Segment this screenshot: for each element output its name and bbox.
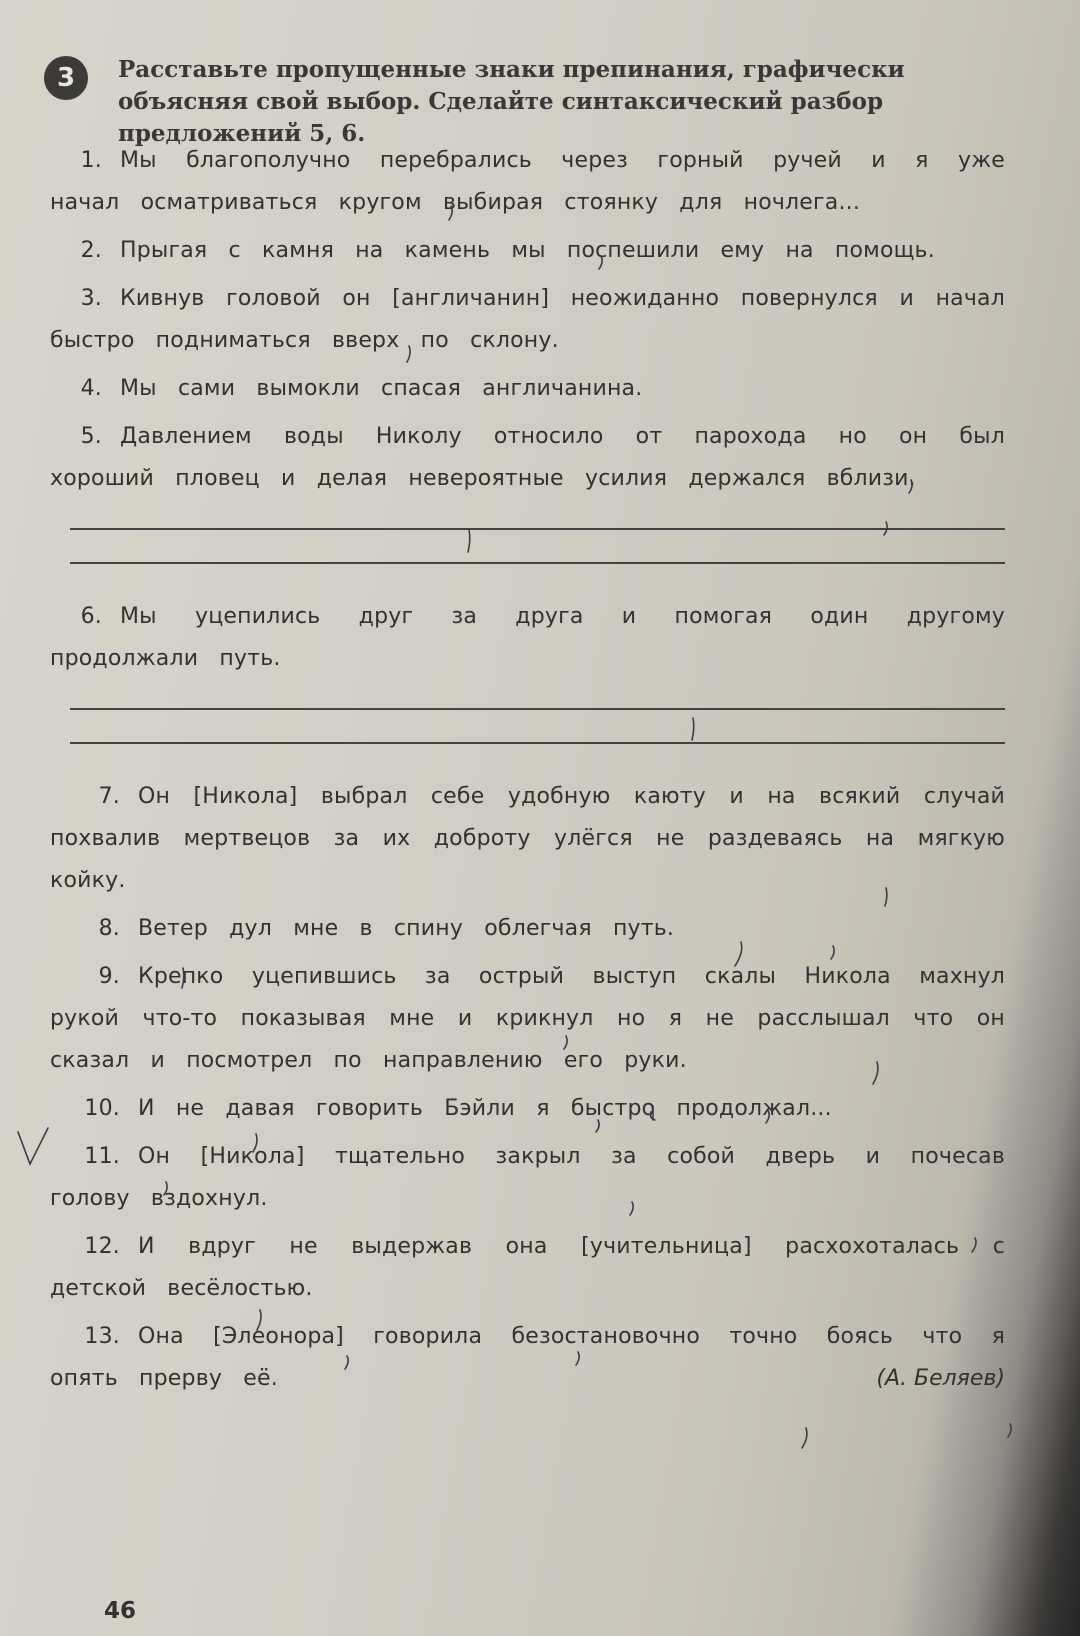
sentence-number: 4. <box>80 376 102 401</box>
sentence-text: Мы сами вымокли спасая англичанина. <box>120 376 643 401</box>
sentence-11 <box>50 1136 1005 1220</box>
sentence-text: Он [Никола] тщательно закрыл за собой дверь и почесав голову вздохнул. <box>50 1144 1005 1211</box>
sentence-text: И вдруг не выдержав она [учительница] расхохоталась с детской весёлостью. <box>50 1234 1005 1301</box>
sentence-5 <box>50 416 1005 500</box>
task-instruction: Расставьте пропущенные знаки препинания, графически объясняя свой выбор. Сделайте синтаксический разбор предложений 5, 6. <box>118 56 905 147</box>
sentence-9 <box>50 956 1005 1082</box>
sentence-1 <box>50 140 1005 224</box>
sentence-number: 9. <box>98 964 120 989</box>
sentence-12 <box>50 1226 1005 1310</box>
sentence-text: Мы уцепились друг за друга и помогая один другому продолжали путь. <box>50 604 1005 671</box>
answer-line[interactable] <box>70 742 1005 744</box>
sentence-number: 12. <box>84 1234 120 1259</box>
sentence-text: Крепко уцепившись за острый выступ скалы Никола махнул рукой что-то показывая мне и крикнул но я не расслышал что он сказал и посмотрел по направлению его руки. <box>50 964 1005 1073</box>
sentence-text: Давлением воды Николу относило от парохода но он был хороший пловец и делая невероятные усилия держался вблизи. <box>50 424 1005 491</box>
sentence-number: 3. <box>80 286 102 311</box>
sentence-number: 7. <box>98 784 120 809</box>
exercise-list <box>50 140 1005 1391</box>
answer-line[interactable] <box>70 562 1005 564</box>
sentence-text: Прыгая с камня на камень мы поспешили ему на помощь. <box>120 238 935 263</box>
sentence-text: Он [Никола] выбрал себе удобную каюту и на всякий случай похвалив мертвецов за их доброту улёгся не раздеваясь на мягкую койку. <box>50 784 1005 893</box>
sentence-7 <box>50 776 1005 902</box>
sentence-number: 11. <box>84 1144 120 1169</box>
sentence-8 <box>50 908 1005 950</box>
pencil-comma-mark <box>802 1428 807 1448</box>
sentence-number: 6. <box>80 604 102 629</box>
page-number: 46 <box>104 1598 137 1624</box>
sentence-4 <box>50 368 1005 410</box>
check-mark-icon <box>14 1124 60 1170</box>
sentence-number: 5. <box>80 424 102 449</box>
sentence-text: И не давая говорить Бэйли я быстро продолжал... <box>138 1096 832 1121</box>
task-number-badge: 3 <box>44 56 88 100</box>
sentence-number: 2. <box>80 238 102 263</box>
sentence-text: Кивнув головой он [англичанин] неожиданно повернулся и начал быстро подниматься вверх по склону. <box>50 286 1005 353</box>
sentence-2 <box>50 230 1005 272</box>
sentence-6 <box>50 596 1005 680</box>
sentence-number: 1. <box>80 148 102 173</box>
answer-line[interactable] <box>70 708 1005 710</box>
answer-line[interactable] <box>70 528 1005 530</box>
sentence-text: Мы благополучно перебрались через горный ручей и я уже начал осматриваться кругом выбирая стоянку для ночлега... <box>50 148 1005 215</box>
sentence-number: 10. <box>84 1096 120 1121</box>
pencil-comma-mark <box>1008 1424 1011 1437</box>
sentence-3 <box>50 278 1005 362</box>
sentence-number: 13. <box>84 1324 120 1349</box>
sentence-text: Ветер дул мне в спину облегчая путь. <box>138 916 675 941</box>
sentence-10 <box>50 1088 1005 1130</box>
sentence-number: 8. <box>98 916 120 941</box>
sentence-text: Она [Элеонора] говорила безостановочно точно боясь что я опять прерву её. <box>50 1324 1005 1391</box>
author-attribution: (А. Беляев) <box>876 1366 1005 1391</box>
